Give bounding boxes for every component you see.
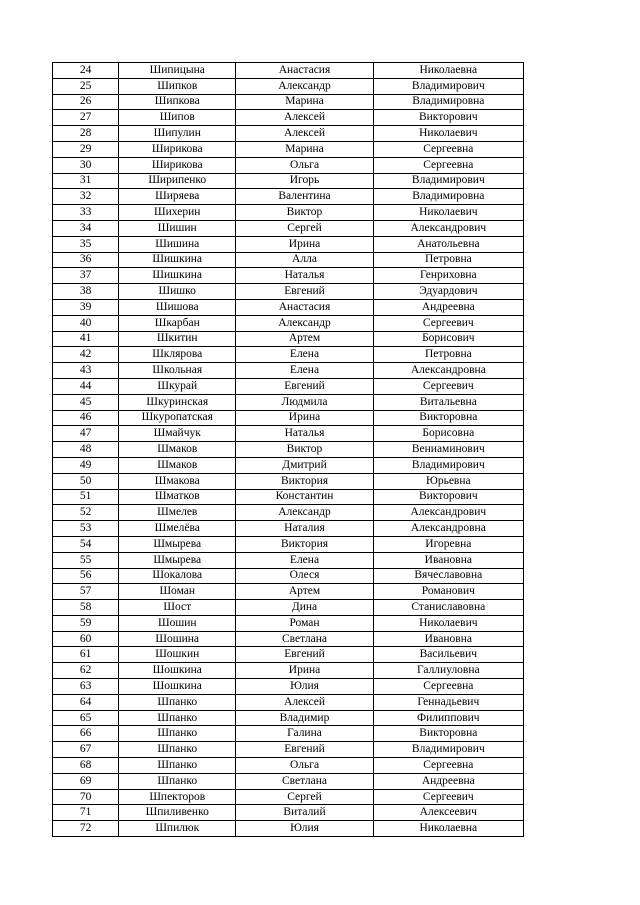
patronymic-cell: Николаевич bbox=[373, 205, 523, 221]
first-name-cell: Роман bbox=[236, 615, 373, 631]
patronymic-cell: Владимирович bbox=[373, 742, 523, 758]
row-number-cell: 54 bbox=[53, 536, 119, 552]
table-row bbox=[53, 536, 524, 552]
row-number-cell: 55 bbox=[53, 552, 119, 568]
patronymic-cell: Эдуардович bbox=[373, 284, 523, 300]
row-number-cell: 48 bbox=[53, 442, 119, 458]
row-number-cell: 30 bbox=[53, 157, 119, 173]
first-name-cell: Игорь bbox=[236, 173, 373, 189]
first-name-cell: Евгений bbox=[236, 284, 373, 300]
row-number-cell: 51 bbox=[53, 489, 119, 505]
row-number-cell: 29 bbox=[53, 141, 119, 157]
row-number-cell: 66 bbox=[53, 726, 119, 742]
table-row bbox=[53, 694, 524, 710]
last-name-cell: Шост bbox=[119, 600, 236, 616]
last-name-cell: Шкарбан bbox=[119, 315, 236, 331]
row-number-cell: 60 bbox=[53, 631, 119, 647]
table-row bbox=[53, 268, 524, 284]
first-name-cell: Дмитрий bbox=[236, 457, 373, 473]
table-row bbox=[53, 378, 524, 394]
first-name-cell: Елена bbox=[236, 552, 373, 568]
table-row bbox=[53, 789, 524, 805]
patronymic-cell: Петровна bbox=[373, 347, 523, 363]
patronymic-cell: Владимирович bbox=[373, 78, 523, 94]
last-name-cell: Шишова bbox=[119, 299, 236, 315]
last-name-cell: Шоман bbox=[119, 584, 236, 600]
patronymic-cell: Владимирович bbox=[373, 173, 523, 189]
patronymic-cell: Вениаминович bbox=[373, 442, 523, 458]
last-name-cell: Шишин bbox=[119, 220, 236, 236]
row-number-cell: 45 bbox=[53, 394, 119, 410]
table-row bbox=[53, 410, 524, 426]
first-name-cell: Алла bbox=[236, 252, 373, 268]
patronymic-cell: Генриховна bbox=[373, 268, 523, 284]
first-name-cell: Евгений bbox=[236, 742, 373, 758]
last-name-cell: Ширяева bbox=[119, 189, 236, 205]
last-name-cell: Шихерин bbox=[119, 205, 236, 221]
first-name-cell: Алексей bbox=[236, 694, 373, 710]
last-name-cell: Шишкина bbox=[119, 252, 236, 268]
table-row bbox=[53, 758, 524, 774]
patronymic-cell: Галлиуловна bbox=[373, 663, 523, 679]
row-number-cell: 69 bbox=[53, 773, 119, 789]
row-number-cell: 27 bbox=[53, 110, 119, 126]
table-row bbox=[53, 63, 524, 79]
first-name-cell: Александр bbox=[236, 315, 373, 331]
table-row bbox=[53, 457, 524, 473]
first-name-cell: Марина bbox=[236, 94, 373, 110]
first-name-cell: Наталья bbox=[236, 268, 373, 284]
table-row bbox=[53, 236, 524, 252]
last-name-cell: Шмелёва bbox=[119, 521, 236, 537]
table-row bbox=[53, 189, 524, 205]
patronymic-cell: Витальевна bbox=[373, 394, 523, 410]
patronymic-cell: Викторовна bbox=[373, 726, 523, 742]
patronymic-cell: Сергеевна bbox=[373, 141, 523, 157]
row-number-cell: 39 bbox=[53, 299, 119, 315]
table-row bbox=[53, 331, 524, 347]
table-row bbox=[53, 394, 524, 410]
patronymic-cell: Сергеевич bbox=[373, 378, 523, 394]
row-number-cell: 37 bbox=[53, 268, 119, 284]
row-number-cell: 49 bbox=[53, 457, 119, 473]
last-name-cell: Шпанко bbox=[119, 742, 236, 758]
patronymic-cell: Петровна bbox=[373, 252, 523, 268]
table-row bbox=[53, 615, 524, 631]
first-name-cell: Валентина bbox=[236, 189, 373, 205]
first-name-cell: Марина bbox=[236, 141, 373, 157]
first-name-cell: Артем bbox=[236, 331, 373, 347]
patronymic-cell: Борисович bbox=[373, 331, 523, 347]
last-name-cell: Шкуринская bbox=[119, 394, 236, 410]
patronymic-cell: Сергеевна bbox=[373, 758, 523, 774]
row-number-cell: 31 bbox=[53, 173, 119, 189]
table-row bbox=[53, 363, 524, 379]
patronymic-cell: Викторовна bbox=[373, 410, 523, 426]
last-name-cell: Шпанко bbox=[119, 758, 236, 774]
row-number-cell: 35 bbox=[53, 236, 119, 252]
row-number-cell: 59 bbox=[53, 615, 119, 631]
last-name-cell: Шклярова bbox=[119, 347, 236, 363]
first-name-cell: Анастасия bbox=[236, 299, 373, 315]
patronymic-cell: Николаевич bbox=[373, 126, 523, 142]
table-row bbox=[53, 126, 524, 142]
row-number-cell: 28 bbox=[53, 126, 119, 142]
patronymic-cell: Геннадьевич bbox=[373, 694, 523, 710]
last-name-cell: Шмайчук bbox=[119, 426, 236, 442]
patronymic-cell: Сергеевич bbox=[373, 315, 523, 331]
last-name-cell: Шпанко bbox=[119, 726, 236, 742]
table-row bbox=[53, 284, 524, 300]
first-name-cell: Артем bbox=[236, 584, 373, 600]
row-number-cell: 40 bbox=[53, 315, 119, 331]
last-name-cell: Шокалова bbox=[119, 568, 236, 584]
table-row bbox=[53, 663, 524, 679]
row-number-cell: 24 bbox=[53, 63, 119, 79]
patronymic-cell: Вячеславовна bbox=[373, 568, 523, 584]
last-name-cell: Шишкина bbox=[119, 268, 236, 284]
table-row bbox=[53, 505, 524, 521]
patronymic-cell: Владимировна bbox=[373, 189, 523, 205]
table-row bbox=[53, 173, 524, 189]
patronymic-cell: Александровна bbox=[373, 363, 523, 379]
first-name-cell: Елена bbox=[236, 363, 373, 379]
table-row bbox=[53, 157, 524, 173]
last-name-cell: Шпанко bbox=[119, 694, 236, 710]
patronymic-cell: Игоревна bbox=[373, 536, 523, 552]
last-name-cell: Шипков bbox=[119, 78, 236, 94]
table-row bbox=[53, 773, 524, 789]
last-name-cell: Шипов bbox=[119, 110, 236, 126]
row-number-cell: 41 bbox=[53, 331, 119, 347]
first-name-cell: Галина bbox=[236, 726, 373, 742]
row-number-cell: 26 bbox=[53, 94, 119, 110]
last-name-cell: Школьная bbox=[119, 363, 236, 379]
patronymic-cell: Сергеевна bbox=[373, 157, 523, 173]
table-row bbox=[53, 726, 524, 742]
first-name-cell: Евгений bbox=[236, 378, 373, 394]
row-number-cell: 58 bbox=[53, 600, 119, 616]
row-number-cell: 64 bbox=[53, 694, 119, 710]
row-number-cell: 52 bbox=[53, 505, 119, 521]
row-number-cell: 42 bbox=[53, 347, 119, 363]
table-row bbox=[53, 110, 524, 126]
first-name-cell: Виктория bbox=[236, 473, 373, 489]
row-number-cell: 63 bbox=[53, 679, 119, 695]
last-name-cell: Шошина bbox=[119, 631, 236, 647]
row-number-cell: 67 bbox=[53, 742, 119, 758]
patronymic-cell: Николаевна bbox=[373, 63, 523, 79]
row-number-cell: 53 bbox=[53, 521, 119, 537]
row-number-cell: 57 bbox=[53, 584, 119, 600]
last-name-cell: Шошкина bbox=[119, 679, 236, 695]
first-name-cell: Константин bbox=[236, 489, 373, 505]
table-row bbox=[53, 742, 524, 758]
last-name-cell: Шпилюк bbox=[119, 821, 236, 837]
patronymic-cell: Николаевна bbox=[373, 821, 523, 837]
table-row bbox=[53, 94, 524, 110]
table-row bbox=[53, 473, 524, 489]
row-number-cell: 25 bbox=[53, 78, 119, 94]
last-name-cell: Шишина bbox=[119, 236, 236, 252]
first-name-cell: Людмила bbox=[236, 394, 373, 410]
table-row bbox=[53, 710, 524, 726]
row-number-cell: 71 bbox=[53, 805, 119, 821]
row-number-cell: 32 bbox=[53, 189, 119, 205]
table-row bbox=[53, 552, 524, 568]
patronymic-cell: Александровна bbox=[373, 521, 523, 537]
patronymic-cell: Андреевна bbox=[373, 773, 523, 789]
first-name-cell: Александр bbox=[236, 78, 373, 94]
first-name-cell: Сергей bbox=[236, 220, 373, 236]
table-row bbox=[53, 299, 524, 315]
first-name-cell: Алексей bbox=[236, 110, 373, 126]
table-row bbox=[53, 347, 524, 363]
first-name-cell: Евгений bbox=[236, 647, 373, 663]
last-name-cell: Шмырева bbox=[119, 536, 236, 552]
table-row bbox=[53, 426, 524, 442]
first-name-cell: Ирина bbox=[236, 236, 373, 252]
last-name-cell: Шипулин bbox=[119, 126, 236, 142]
first-name-cell: Олеся bbox=[236, 568, 373, 584]
row-number-cell: 34 bbox=[53, 220, 119, 236]
last-name-cell: Шпанко bbox=[119, 710, 236, 726]
table-row bbox=[53, 521, 524, 537]
row-number-cell: 62 bbox=[53, 663, 119, 679]
table-row bbox=[53, 489, 524, 505]
first-name-cell: Виктория bbox=[236, 536, 373, 552]
first-name-cell: Виталий bbox=[236, 805, 373, 821]
last-name-cell: Шкуропатская bbox=[119, 410, 236, 426]
first-name-cell: Юлия bbox=[236, 679, 373, 695]
names-table-body bbox=[53, 63, 524, 837]
patronymic-cell: Николаевич bbox=[373, 615, 523, 631]
row-number-cell: 56 bbox=[53, 568, 119, 584]
patronymic-cell: Викторович bbox=[373, 110, 523, 126]
last-name-cell: Шишко bbox=[119, 284, 236, 300]
first-name-cell: Ирина bbox=[236, 410, 373, 426]
last-name-cell: Шпиливенко bbox=[119, 805, 236, 821]
row-number-cell: 72 bbox=[53, 821, 119, 837]
first-name-cell: Ольга bbox=[236, 157, 373, 173]
table-row bbox=[53, 442, 524, 458]
first-name-cell: Наталия bbox=[236, 521, 373, 537]
last-name-cell: Ширикова bbox=[119, 157, 236, 173]
table-row bbox=[53, 679, 524, 695]
row-number-cell: 50 bbox=[53, 473, 119, 489]
names-table bbox=[52, 62, 524, 837]
table-row bbox=[53, 205, 524, 221]
last-name-cell: Шмакова bbox=[119, 473, 236, 489]
first-name-cell: Юлия bbox=[236, 821, 373, 837]
row-number-cell: 47 bbox=[53, 426, 119, 442]
last-name-cell: Шпанко bbox=[119, 773, 236, 789]
last-name-cell: Шмаков bbox=[119, 457, 236, 473]
row-number-cell: 65 bbox=[53, 710, 119, 726]
table-row bbox=[53, 252, 524, 268]
first-name-cell: Анастасия bbox=[236, 63, 373, 79]
last-name-cell: Шошин bbox=[119, 615, 236, 631]
patronymic-cell: Андреевна bbox=[373, 299, 523, 315]
patronymic-cell: Алексеевич bbox=[373, 805, 523, 821]
row-number-cell: 46 bbox=[53, 410, 119, 426]
patronymic-cell: Филиппович bbox=[373, 710, 523, 726]
first-name-cell: Виктор bbox=[236, 442, 373, 458]
last-name-cell: Ширипенко bbox=[119, 173, 236, 189]
last-name-cell: Шкурай bbox=[119, 378, 236, 394]
first-name-cell: Ольга bbox=[236, 758, 373, 774]
table-row bbox=[53, 631, 524, 647]
patronymic-cell: Викторович bbox=[373, 489, 523, 505]
table-row bbox=[53, 568, 524, 584]
first-name-cell: Владимир bbox=[236, 710, 373, 726]
last-name-cell: Шпекторов bbox=[119, 789, 236, 805]
patronymic-cell: Васильевич bbox=[373, 647, 523, 663]
last-name-cell: Шошкин bbox=[119, 647, 236, 663]
row-number-cell: 61 bbox=[53, 647, 119, 663]
first-name-cell: Виктор bbox=[236, 205, 373, 221]
table-row bbox=[53, 141, 524, 157]
first-name-cell: Наталья bbox=[236, 426, 373, 442]
first-name-cell: Алексей bbox=[236, 126, 373, 142]
row-number-cell: 44 bbox=[53, 378, 119, 394]
last-name-cell: Шмелев bbox=[119, 505, 236, 521]
last-name-cell: Ширикова bbox=[119, 141, 236, 157]
patronymic-cell: Владимирович bbox=[373, 457, 523, 473]
row-number-cell: 38 bbox=[53, 284, 119, 300]
table-row bbox=[53, 821, 524, 837]
row-number-cell: 43 bbox=[53, 363, 119, 379]
patronymic-cell: Борисовна bbox=[373, 426, 523, 442]
patronymic-cell: Станиславовна bbox=[373, 600, 523, 616]
patronymic-cell: Романович bbox=[373, 584, 523, 600]
patronymic-cell: Ивановна bbox=[373, 631, 523, 647]
table-row bbox=[53, 647, 524, 663]
last-name-cell: Шмаков bbox=[119, 442, 236, 458]
table-row bbox=[53, 315, 524, 331]
row-number-cell: 36 bbox=[53, 252, 119, 268]
last-name-cell: Шматков bbox=[119, 489, 236, 505]
patronymic-cell: Анатольевна bbox=[373, 236, 523, 252]
table-row bbox=[53, 584, 524, 600]
first-name-cell: Ирина bbox=[236, 663, 373, 679]
patronymic-cell: Александрович bbox=[373, 220, 523, 236]
first-name-cell: Елена bbox=[236, 347, 373, 363]
last-name-cell: Шипицына bbox=[119, 63, 236, 79]
table-row bbox=[53, 78, 524, 94]
first-name-cell: Александр bbox=[236, 505, 373, 521]
first-name-cell: Сергей bbox=[236, 789, 373, 805]
table-row bbox=[53, 600, 524, 616]
last-name-cell: Шипкова bbox=[119, 94, 236, 110]
patronymic-cell: Александрович bbox=[373, 505, 523, 521]
first-name-cell: Светлана bbox=[236, 631, 373, 647]
patronymic-cell: Владимировна bbox=[373, 94, 523, 110]
last-name-cell: Шкитин bbox=[119, 331, 236, 347]
table-row bbox=[53, 220, 524, 236]
patronymic-cell: Ивановна bbox=[373, 552, 523, 568]
last-name-cell: Шмырева bbox=[119, 552, 236, 568]
patronymic-cell: Сергеевна bbox=[373, 679, 523, 695]
patronymic-cell: Сергеевич bbox=[373, 789, 523, 805]
row-number-cell: 70 bbox=[53, 789, 119, 805]
last-name-cell: Шошкина bbox=[119, 663, 236, 679]
patronymic-cell: Юрьевна bbox=[373, 473, 523, 489]
first-name-cell: Дина bbox=[236, 600, 373, 616]
first-name-cell: Светлана bbox=[236, 773, 373, 789]
row-number-cell: 33 bbox=[53, 205, 119, 221]
row-number-cell: 68 bbox=[53, 758, 119, 774]
table-row bbox=[53, 805, 524, 821]
